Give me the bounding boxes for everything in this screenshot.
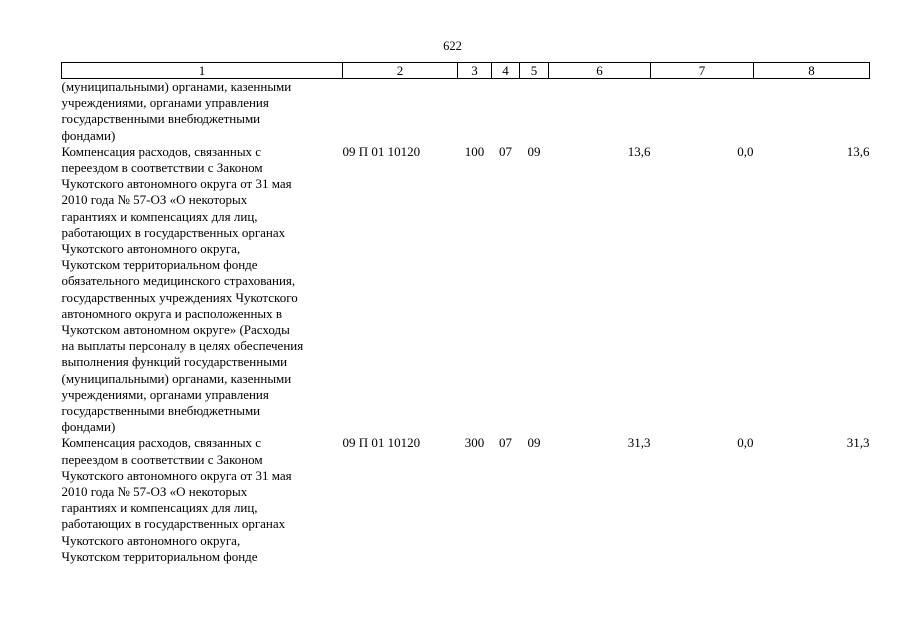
- header-col-4: 4: [492, 63, 520, 79]
- table-row: [62, 144, 870, 436]
- row-name: Компенсация расходов, связанных с переездом в соответствии с Законом Чукотского автономного округа от 31 мая 2010 года № 57-ОЗ «О некоторых гарантиях и компенсациях для лиц, работающих в государственных органах Чукотского автономного округа, Чукотском территориальном фонде: [61, 435, 292, 564]
- page-number: 622: [443, 39, 462, 53]
- row-col-6: [549, 79, 651, 144]
- row-col-3: [458, 79, 492, 144]
- row-name: (муниципальными) органами, казенными учреждениями, органами управления государственными внебюджетными фондами): [61, 79, 292, 143]
- header-col-1: 1: [62, 63, 343, 79]
- row-code: 09 П 01 10120: [342, 435, 421, 451]
- header-col-2: 2: [343, 63, 458, 79]
- row-col-8: 13,6: [846, 143, 870, 159]
- row-col-8: [754, 79, 870, 144]
- header-col-3: 3: [458, 63, 492, 79]
- row-col-5: 09: [527, 435, 541, 451]
- row-col-4: 07: [499, 435, 512, 451]
- row-col-4: [492, 79, 520, 144]
- row-col-3: 100: [464, 143, 485, 159]
- table-row: [62, 79, 870, 144]
- row-col-3: 300: [464, 435, 485, 451]
- budget-table: [61, 62, 870, 565]
- row-code: [343, 79, 458, 144]
- table-row: [62, 435, 870, 565]
- row-col-7: 0,0: [737, 143, 754, 159]
- row-name: Компенсация расходов, связанных с переездом в соответствии с Законом Чукотского автономного округа от 31 мая 2010 года № 57-ОЗ «О некоторых гарантиях и компенсациях для лиц, работающих в государственных органах Чукотского автономного округа, Чукотском территориальном фонде обязательного медицинского страхования, государственных учреждениях Чукотского автономного округа и расположенных в Чукотском автономном округе» (Расходы на выплаты персоналу в целях обеспечения выполнения функций государственными (муниципальными) органами, казенными учреждениями, органами управления государственными внебюджетными фондами): [61, 143, 304, 435]
- row-code: 09 П 01 10120: [342, 143, 421, 159]
- header-col-8: 8: [754, 63, 870, 79]
- row-col-7: [651, 79, 754, 144]
- header-row: [62, 63, 870, 79]
- header-col-6: 6: [549, 63, 651, 79]
- row-col-7: 0,0: [737, 435, 754, 451]
- header-col-7: 7: [651, 63, 754, 79]
- row-col-5: [520, 79, 549, 144]
- row-col-5: 09: [527, 143, 541, 159]
- row-col-4: 07: [499, 143, 512, 159]
- row-col-6: 13,6: [627, 143, 651, 159]
- row-col-6: 31,3: [627, 435, 651, 451]
- row-col-8: 31,3: [846, 435, 870, 451]
- header-col-5: 5: [520, 63, 549, 79]
